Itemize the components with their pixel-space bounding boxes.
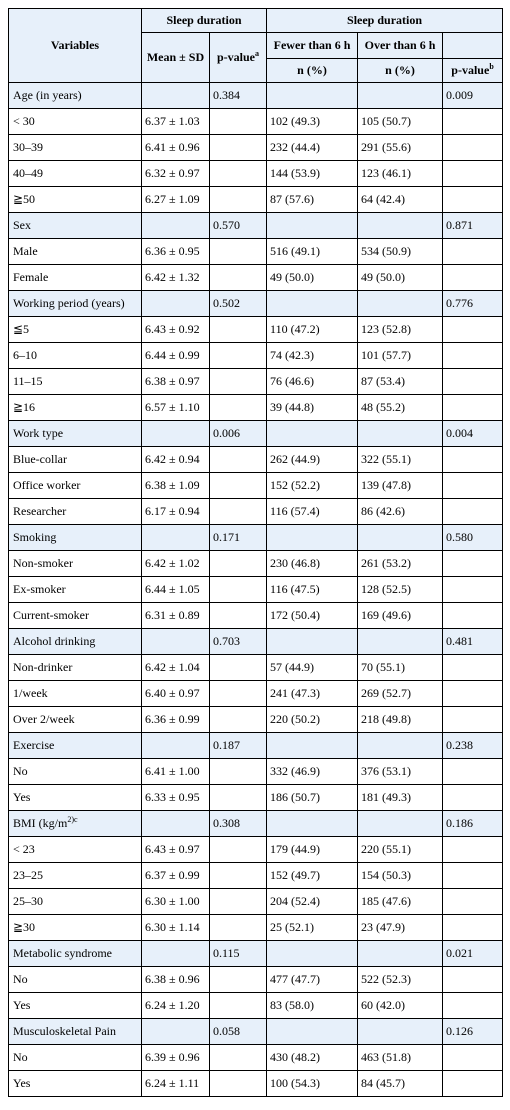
p-value-a-cell: [210, 603, 267, 629]
p-value-a-cell: 0.384: [210, 83, 267, 109]
fewer-than-6h-cell: 241 (47.3): [267, 681, 358, 707]
fewer-than-6h-cell: [267, 1019, 358, 1045]
table-group-row: [9, 811, 503, 837]
over-than-6h-cell: 123 (46.1): [358, 161, 443, 187]
mean-sd-cell: 6.37 ± 1.03: [142, 109, 210, 135]
table-row: [9, 577, 503, 603]
fewer-than-6h-cell: 152 (52.2): [267, 473, 358, 499]
mean-sd-cell: 6.42 ± 1.32: [142, 265, 210, 291]
header-sleep-duration-right: Sleep duration: [267, 9, 503, 33]
table-group-row: [9, 733, 503, 759]
over-than-6h-cell: 139 (47.8): [358, 473, 443, 499]
p-value-a-cell: 0.115: [210, 941, 267, 967]
header-p-value-a: p-value$^a$: [210, 33, 267, 83]
table-row: [9, 759, 503, 785]
fewer-than-6h-cell: 39 (44.8): [267, 395, 358, 421]
mean-sd-cell: 6.41 ± 1.00: [142, 759, 210, 785]
mean-sd-cell: 6.38 ± 0.97: [142, 369, 210, 395]
p-value-a-cell: [210, 577, 267, 603]
variable-cell: Non-drinker: [9, 655, 142, 681]
mean-sd-cell: [142, 1019, 210, 1045]
header-p-value-b: p-value$^b$: [443, 59, 503, 83]
p-value-b-cell: [443, 369, 503, 395]
fewer-than-6h-cell: 49 (50.0): [267, 265, 358, 291]
table-row: [9, 889, 503, 915]
p-value-a-cell: [210, 473, 267, 499]
variable-cell: Working period (years): [9, 291, 142, 317]
over-than-6h-cell: 169 (49.6): [358, 603, 443, 629]
p-value-a-cell: [210, 1045, 267, 1071]
fewer-than-6h-cell: 110 (47.2): [267, 317, 358, 343]
p-value-b-cell: [443, 863, 503, 889]
p-value-b-cell: [443, 681, 503, 707]
p-value-b-cell: 0.021: [443, 941, 503, 967]
p-value-a-cell: 0.187: [210, 733, 267, 759]
mean-sd-cell: [142, 291, 210, 317]
variable-cell: ≧16: [9, 395, 142, 421]
variable-cell: < 23: [9, 837, 142, 863]
mean-sd-cell: 6.44 ± 0.99: [142, 343, 210, 369]
header-fewer-than-6h: Fewer than 6 h: [267, 33, 358, 59]
table-row: [9, 1045, 503, 1071]
variable-cell: Office worker: [9, 473, 142, 499]
p-value-a-cell: [210, 759, 267, 785]
p-value-b-cell: [443, 473, 503, 499]
fewer-than-6h-cell: 116 (57.4): [267, 499, 358, 525]
over-than-6h-cell: 376 (53.1): [358, 759, 443, 785]
p-value-a-cell: [210, 187, 267, 213]
variable-cell: Blue-collar: [9, 447, 142, 473]
p-value-b-cell: [443, 395, 503, 421]
fewer-than-6h-cell: 186 (50.7): [267, 785, 358, 811]
mean-sd-cell: 6.33 ± 0.95: [142, 785, 210, 811]
over-than-6h-cell: 218 (49.8): [358, 707, 443, 733]
table-row: [9, 239, 503, 265]
variable-cell: Age (in years): [9, 83, 142, 109]
fewer-than-6h-cell: [267, 525, 358, 551]
p-value-b-cell: 0.004: [443, 421, 503, 447]
fewer-than-6h-cell: 220 (50.2): [267, 707, 358, 733]
fewer-than-6h-cell: 430 (48.2): [267, 1045, 358, 1071]
variable-cell: < 30: [9, 109, 142, 135]
p-value-a-cell: [210, 837, 267, 863]
table-row: [9, 265, 503, 291]
variable-cell: Researcher: [9, 499, 142, 525]
variable-cell: BMI ($kg/m^{2)c}$: [9, 811, 142, 837]
variable-cell: Yes: [9, 1071, 142, 1097]
p-value-a-cell: [210, 265, 267, 291]
table-row: [9, 915, 503, 941]
p-value-b-cell: [443, 161, 503, 187]
table-row: [9, 655, 503, 681]
p-value-a-cell: [210, 343, 267, 369]
p-value-b-cell: [443, 785, 503, 811]
p-value-a-cell: [210, 1071, 267, 1097]
table-group-row: [9, 525, 503, 551]
fewer-than-6h-cell: 179 (44.9): [267, 837, 358, 863]
variable-cell: Yes: [9, 785, 142, 811]
over-than-6h-cell: 64 (42.4): [358, 187, 443, 213]
over-than-6h-cell: [358, 525, 443, 551]
mean-sd-cell: 6.44 ± 1.05: [142, 577, 210, 603]
fewer-than-6h-cell: 87 (57.6): [267, 187, 358, 213]
mean-sd-cell: 6.36 ± 0.99: [142, 707, 210, 733]
p-value-b-cell: [443, 603, 503, 629]
table-body: [9, 83, 503, 1097]
over-than-6h-cell: 23 (47.9): [358, 915, 443, 941]
over-than-6h-cell: 128 (52.5): [358, 577, 443, 603]
p-value-a-cell: 0.308: [210, 811, 267, 837]
mean-sd-cell: [142, 941, 210, 967]
fewer-than-6h-cell: 172 (50.4): [267, 603, 358, 629]
mean-sd-cell: 6.27 ± 1.09: [142, 187, 210, 213]
p-value-b-cell: [443, 759, 503, 785]
table-row: [9, 551, 503, 577]
variable-cell: 30–39: [9, 135, 142, 161]
header-n-pct-over: n (%): [358, 59, 443, 83]
p-value-a-cell: [210, 369, 267, 395]
fewer-than-6h-cell: [267, 421, 358, 447]
over-than-6h-cell: 105 (50.7): [358, 109, 443, 135]
table-row: [9, 317, 503, 343]
p-value-b-cell: [443, 655, 503, 681]
over-than-6h-cell: 322 (55.1): [358, 447, 443, 473]
variable-cell: Alcohol drinking: [9, 629, 142, 655]
mean-sd-cell: [142, 733, 210, 759]
p-value-a-cell: 0.703: [210, 629, 267, 655]
fewer-than-6h-cell: 102 (49.3): [267, 109, 358, 135]
header-variables: Variables: [9, 9, 142, 83]
variable-cell: No: [9, 967, 142, 993]
mean-sd-cell: [142, 525, 210, 551]
p-value-b-cell: [443, 239, 503, 265]
over-than-6h-cell: 185 (47.6): [358, 889, 443, 915]
variable-cell: 25–30: [9, 889, 142, 915]
fewer-than-6h-cell: 116 (47.5): [267, 577, 358, 603]
over-than-6h-cell: 48 (55.2): [358, 395, 443, 421]
mean-sd-cell: 6.43 ± 0.97: [142, 837, 210, 863]
table-row: [9, 837, 503, 863]
p-value-b-cell: [443, 551, 503, 577]
p-value-a-cell: [210, 317, 267, 343]
over-than-6h-cell: 86 (42.6): [358, 499, 443, 525]
mean-sd-cell: 6.24 ± 1.11: [142, 1071, 210, 1097]
table-row: [9, 1071, 503, 1097]
table-row: [9, 161, 503, 187]
header-n-pct-fewer: n (%): [267, 59, 358, 83]
p-value-b-cell: [443, 135, 503, 161]
table-row: [9, 967, 503, 993]
variable-cell: No: [9, 759, 142, 785]
over-than-6h-cell: 220 (55.1): [358, 837, 443, 863]
mean-sd-cell: [142, 83, 210, 109]
variable-cell: Over 2/week: [9, 707, 142, 733]
p-value-b-cell: [443, 343, 503, 369]
p-value-b-cell: [443, 265, 503, 291]
variable-cell: 40–49: [9, 161, 142, 187]
mean-sd-cell: [142, 213, 210, 239]
table-row: [9, 681, 503, 707]
variable-cell: Female: [9, 265, 142, 291]
p-value-a-cell: [210, 655, 267, 681]
variable-cell: 11–15: [9, 369, 142, 395]
fewer-than-6h-cell: [267, 83, 358, 109]
table-row: [9, 863, 503, 889]
fewer-than-6h-cell: 230 (46.8): [267, 551, 358, 577]
p-value-b-cell: 0.238: [443, 733, 503, 759]
p-value-a-cell: 0.006: [210, 421, 267, 447]
variable-cell: Ex-smoker: [9, 577, 142, 603]
p-value-a-cell: [210, 551, 267, 577]
mean-sd-cell: 6.24 ± 1.20: [142, 993, 210, 1019]
p-value-b-cell: [443, 707, 503, 733]
p-value-b-cell: [443, 1045, 503, 1071]
fewer-than-6h-cell: [267, 291, 358, 317]
fewer-than-6h-cell: 152 (49.7): [267, 863, 358, 889]
p-value-b-cell: [443, 447, 503, 473]
fewer-than-6h-cell: 100 (54.3): [267, 1071, 358, 1097]
variable-cell: Musculoskeletal Pain: [9, 1019, 142, 1045]
mean-sd-cell: 6.32 ± 0.97: [142, 161, 210, 187]
table-group-row: [9, 213, 503, 239]
p-value-a-cell: [210, 993, 267, 1019]
table-row: [9, 707, 503, 733]
fewer-than-6h-cell: 57 (44.9): [267, 655, 358, 681]
fewer-than-6h-cell: 262 (44.9): [267, 447, 358, 473]
variable-cell: ≧30: [9, 915, 142, 941]
p-value-a-cell: 0.502: [210, 291, 267, 317]
fewer-than-6h-cell: 83 (58.0): [267, 993, 358, 1019]
p-value-a-cell: [210, 447, 267, 473]
table-group-row: [9, 941, 503, 967]
p-value-a-cell: [210, 681, 267, 707]
over-than-6h-cell: 534 (50.9): [358, 239, 443, 265]
fewer-than-6h-cell: 516 (49.1): [267, 239, 358, 265]
p-value-a-cell: [210, 707, 267, 733]
fewer-than-6h-cell: 332 (46.9): [267, 759, 358, 785]
over-than-6h-cell: 181 (49.3): [358, 785, 443, 811]
p-value-a-cell: 0.058: [210, 1019, 267, 1045]
variable-cell: Non-smoker: [9, 551, 142, 577]
fewer-than-6h-cell: 74 (42.3): [267, 343, 358, 369]
table-row: [9, 343, 503, 369]
mean-sd-cell: 6.30 ± 1.00: [142, 889, 210, 915]
p-value-b-cell: 0.481: [443, 629, 503, 655]
mean-sd-cell: [142, 421, 210, 447]
variable-cell: 23–25: [9, 863, 142, 889]
variable-cell: No: [9, 1045, 142, 1071]
over-than-6h-cell: 291 (55.6): [358, 135, 443, 161]
mean-sd-cell: 6.37 ± 0.99: [142, 863, 210, 889]
p-value-a-cell: 0.171: [210, 525, 267, 551]
p-value-b-cell: 0.580: [443, 525, 503, 551]
mean-sd-cell: [142, 811, 210, 837]
fewer-than-6h-cell: [267, 629, 358, 655]
variable-cell: Metabolic syndrome: [9, 941, 142, 967]
variable-cell: Male: [9, 239, 142, 265]
table-row: [9, 109, 503, 135]
sleep-duration-table: [8, 8, 503, 1097]
p-value-b-cell: [443, 993, 503, 1019]
p-value-a-cell: [210, 785, 267, 811]
mean-sd-cell: 6.40 ± 0.97: [142, 681, 210, 707]
variable-cell: 6–10: [9, 343, 142, 369]
over-than-6h-cell: 463 (51.8): [358, 1045, 443, 1071]
header-over-than-6h: Over than 6 h: [358, 33, 443, 59]
over-than-6h-cell: 154 (50.3): [358, 863, 443, 889]
p-value-a-cell: [210, 239, 267, 265]
p-value-a-cell: [210, 395, 267, 421]
variable-cell: Yes: [9, 993, 142, 1019]
table-row: [9, 785, 503, 811]
fewer-than-6h-cell: [267, 733, 358, 759]
variable-cell: Exercise: [9, 733, 142, 759]
over-than-6h-cell: 101 (57.7): [358, 343, 443, 369]
fewer-than-6h-cell: [267, 811, 358, 837]
table-group-row: [9, 629, 503, 655]
table-row: [9, 473, 503, 499]
fewer-than-6h-cell: 76 (46.6): [267, 369, 358, 395]
over-than-6h-cell: [358, 213, 443, 239]
variable-cell: ≦5: [9, 317, 142, 343]
over-than-6h-cell: 261 (53.2): [358, 551, 443, 577]
p-value-a-cell: [210, 889, 267, 915]
over-than-6h-cell: 49 (50.0): [358, 265, 443, 291]
fewer-than-6h-cell: 204 (52.4): [267, 889, 358, 915]
over-than-6h-cell: [358, 941, 443, 967]
p-value-b-cell: 0.871: [443, 213, 503, 239]
p-value-b-cell: 0.009: [443, 83, 503, 109]
mean-sd-cell: 6.43 ± 0.92: [142, 317, 210, 343]
over-than-6h-cell: [358, 83, 443, 109]
mean-sd-cell: 6.39 ± 0.96: [142, 1045, 210, 1071]
p-value-b-cell: [443, 1071, 503, 1097]
over-than-6h-cell: 84 (45.7): [358, 1071, 443, 1097]
variable-cell: Work type: [9, 421, 142, 447]
mean-sd-cell: 6.57 ± 1.10: [142, 395, 210, 421]
p-value-b-cell: [443, 109, 503, 135]
fewer-than-6h-cell: 232 (44.4): [267, 135, 358, 161]
over-than-6h-cell: 123 (52.8): [358, 317, 443, 343]
fewer-than-6h-cell: [267, 213, 358, 239]
over-than-6h-cell: [358, 421, 443, 447]
fewer-than-6h-cell: 144 (53.9): [267, 161, 358, 187]
table-row: [9, 369, 503, 395]
mean-sd-cell: 6.42 ± 0.94: [142, 447, 210, 473]
mean-sd-cell: 6.38 ± 0.96: [142, 967, 210, 993]
p-value-b-cell: [443, 317, 503, 343]
variable-cell: Current-smoker: [9, 603, 142, 629]
table-row: [9, 187, 503, 213]
p-value-a-cell: [210, 161, 267, 187]
mean-sd-cell: 6.42 ± 1.02: [142, 551, 210, 577]
p-value-b-cell: [443, 967, 503, 993]
over-than-6h-cell: 87 (53.4): [358, 369, 443, 395]
variable-cell: ≧50: [9, 187, 142, 213]
header-blank: [443, 33, 503, 59]
mean-sd-cell: 6.42 ± 1.04: [142, 655, 210, 681]
table-row: [9, 993, 503, 1019]
p-value-a-cell: [210, 135, 267, 161]
over-than-6h-cell: [358, 733, 443, 759]
mean-sd-cell: [142, 629, 210, 655]
over-than-6h-cell: [358, 811, 443, 837]
p-value-b-cell: [443, 499, 503, 525]
table-group-row: [9, 83, 503, 109]
mean-sd-cell: 6.36 ± 0.95: [142, 239, 210, 265]
table-group-row: [9, 291, 503, 317]
fewer-than-6h-cell: 477 (47.7): [267, 967, 358, 993]
p-value-b-cell: 0.776: [443, 291, 503, 317]
table-row: [9, 395, 503, 421]
fewer-than-6h-cell: 25 (52.1): [267, 915, 358, 941]
over-than-6h-cell: [358, 1019, 443, 1045]
table-group-row: [9, 1019, 503, 1045]
header-sleep-duration-left: Sleep duration: [142, 9, 267, 33]
p-value-b-cell: [443, 915, 503, 941]
fewer-than-6h-cell: [267, 941, 358, 967]
p-value-b-cell: 0.126: [443, 1019, 503, 1045]
variable-cell: Sex: [9, 213, 142, 239]
table-row: [9, 603, 503, 629]
over-than-6h-cell: 60 (42.0): [358, 993, 443, 1019]
p-value-a-cell: [210, 109, 267, 135]
p-value-b-cell: [443, 577, 503, 603]
table-group-row: [9, 421, 503, 447]
mean-sd-cell: 6.17 ± 0.94: [142, 499, 210, 525]
p-value-b-cell: [443, 187, 503, 213]
p-value-b-cell: [443, 837, 503, 863]
mean-sd-cell: 6.30 ± 1.14: [142, 915, 210, 941]
over-than-6h-cell: 522 (52.3): [358, 967, 443, 993]
p-value-b-cell: 0.186: [443, 811, 503, 837]
p-value-a-cell: [210, 499, 267, 525]
over-than-6h-cell: [358, 291, 443, 317]
table-row: [9, 447, 503, 473]
p-value-b-cell: [443, 889, 503, 915]
variable-cell: 1/week: [9, 681, 142, 707]
over-than-6h-cell: 70 (55.1): [358, 655, 443, 681]
mean-sd-cell: 6.38 ± 1.09: [142, 473, 210, 499]
p-value-a-cell: [210, 915, 267, 941]
over-than-6h-cell: 269 (52.7): [358, 681, 443, 707]
p-value-a-cell: 0.570: [210, 213, 267, 239]
p-value-a-cell: [210, 863, 267, 889]
table-row: [9, 135, 503, 161]
variable-cell: Smoking: [9, 525, 142, 551]
over-than-6h-cell: [358, 629, 443, 655]
table-row: [9, 499, 503, 525]
mean-sd-cell: 6.31 ± 0.89: [142, 603, 210, 629]
p-value-a-cell: [210, 967, 267, 993]
mean-sd-cell: 6.41 ± 0.96: [142, 135, 210, 161]
header-mean-sd: Mean ± SD: [142, 33, 210, 83]
